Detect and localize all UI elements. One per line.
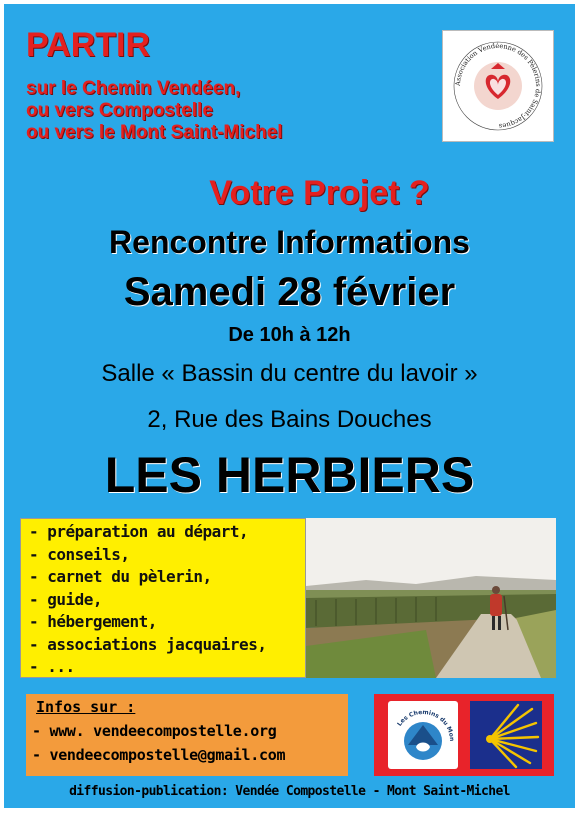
event-date: Samedi 28 février	[123, 270, 456, 314]
pilgrim-landscape-photo	[306, 518, 556, 678]
infos-box	[26, 694, 348, 776]
infos-title: Infos sur :	[36, 698, 136, 716]
list-item: - carnet du pèlerin,	[29, 567, 212, 586]
email-link[interactable]: - vendeecompostelle@gmail.com	[32, 746, 286, 764]
route-line: sur le Chemin Vendéen,	[26, 78, 241, 99]
list-item: - préparation au départ,	[29, 522, 249, 541]
list-item: - conseils,	[29, 544, 130, 564]
chemins-logo-text: Les Chemins du Mon	[396, 708, 456, 742]
chemins-logo	[388, 701, 458, 769]
website-link[interactable]: - www. vendeecompostelle.org	[32, 722, 277, 740]
list-item: - guide,	[29, 589, 103, 609]
event-venue: Salle « Bassin du centre du lavoir »	[101, 360, 478, 387]
list-item: - hébergement,	[29, 612, 157, 631]
scallop-shell-icon	[470, 701, 542, 769]
event-city: LES HERBIERS	[104, 447, 475, 503]
route-line: ou vers le Mont Saint-Michel	[26, 122, 283, 143]
event-hours: De 10h à 12h	[228, 324, 351, 346]
association-ring-text: Association Vendéenne des Pèlerins de Saint-Jacques	[453, 41, 543, 131]
project-question: Votre Projet ?	[209, 174, 430, 212]
event-title: Rencontre Informations	[109, 224, 470, 260]
route-line: ou vers Compostelle	[26, 100, 213, 121]
partner-logos	[374, 694, 554, 776]
association-logo-icon	[451, 39, 545, 133]
list-item: - ...	[29, 657, 75, 676]
event-street: 2, Rue des Bains Douches	[147, 406, 432, 433]
footer-credit: diffusion-publication: Vendée Compostelle - Mont Saint-Michel	[69, 784, 510, 799]
topics-list	[20, 518, 306, 678]
list-item: - associations jacquaires,	[29, 634, 267, 654]
association-logo	[442, 30, 554, 142]
routes-list	[26, 78, 283, 144]
poster	[4, 4, 575, 808]
partir-heading: PARTIR	[26, 26, 151, 64]
